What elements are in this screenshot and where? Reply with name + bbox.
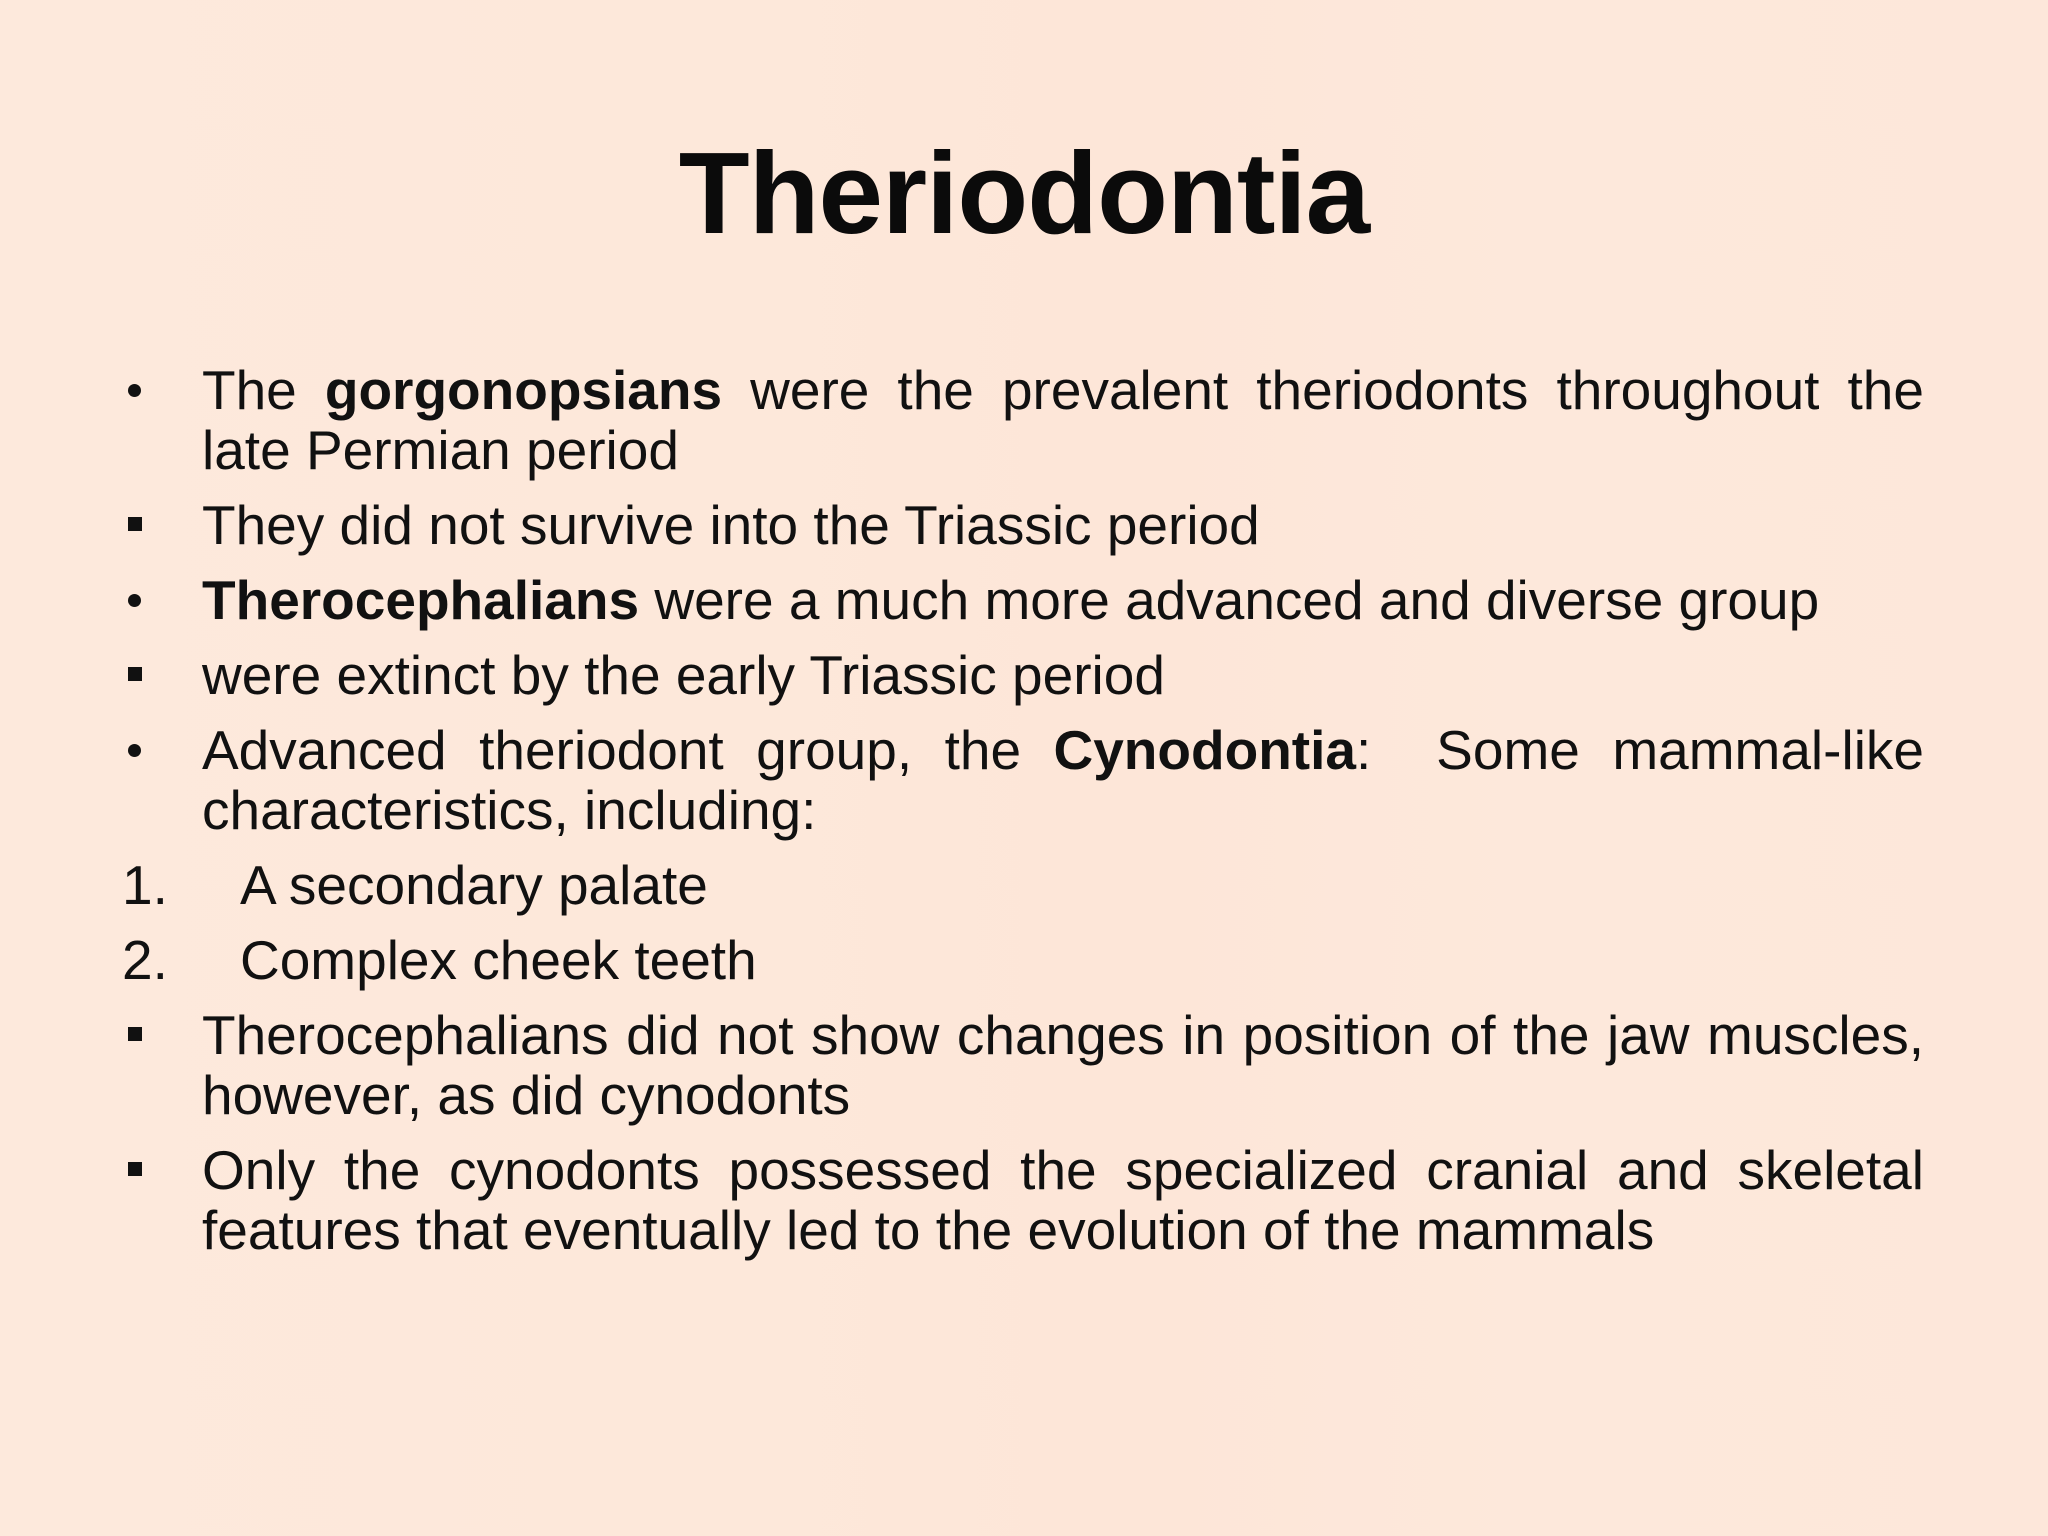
list-item [122, 1140, 1924, 1260]
bullet-list [122, 359, 1940, 1275]
list-item-text: The gorgonopsians were the prevalent theriodonts throughout the late Permian period [202, 359, 1924, 481]
item-number: 2. [122, 929, 168, 991]
list-item-text: Therocephalians did not show changes in position of the jaw muscles, however, as did cynodonts [202, 1004, 1924, 1126]
numbered-item [122, 930, 1924, 990]
list-item [122, 360, 1924, 480]
list-item-text: Complex cheek teeth [240, 929, 757, 991]
list-item-text: They did not survive into the Triassic period [202, 494, 1260, 556]
item-number: 1. [122, 854, 168, 916]
list-item [122, 495, 1924, 555]
list-item [122, 719, 1940, 841]
numbered-item [122, 855, 1924, 915]
list-item [122, 645, 1924, 705]
list-item [122, 570, 1924, 630]
list-item [122, 1005, 1924, 1125]
list-item-text: were extinct by the early Triassic period [202, 644, 1165, 706]
list-item-text: Advanced theriodont group, the Cynodontia: Some mammal-like characteristics, including: [202, 719, 1940, 841]
slide-title: Theriodontia [678, 128, 1370, 258]
list-item-text: A secondary palate [240, 854, 708, 916]
list-item-text: Only the cynodonts possessed the specialized cranial and skeletal features that eventually led to the evolution of the mammals [202, 1139, 1924, 1261]
list-item-text: Therocephalians were a much more advanced and diverse group [202, 569, 1820, 631]
